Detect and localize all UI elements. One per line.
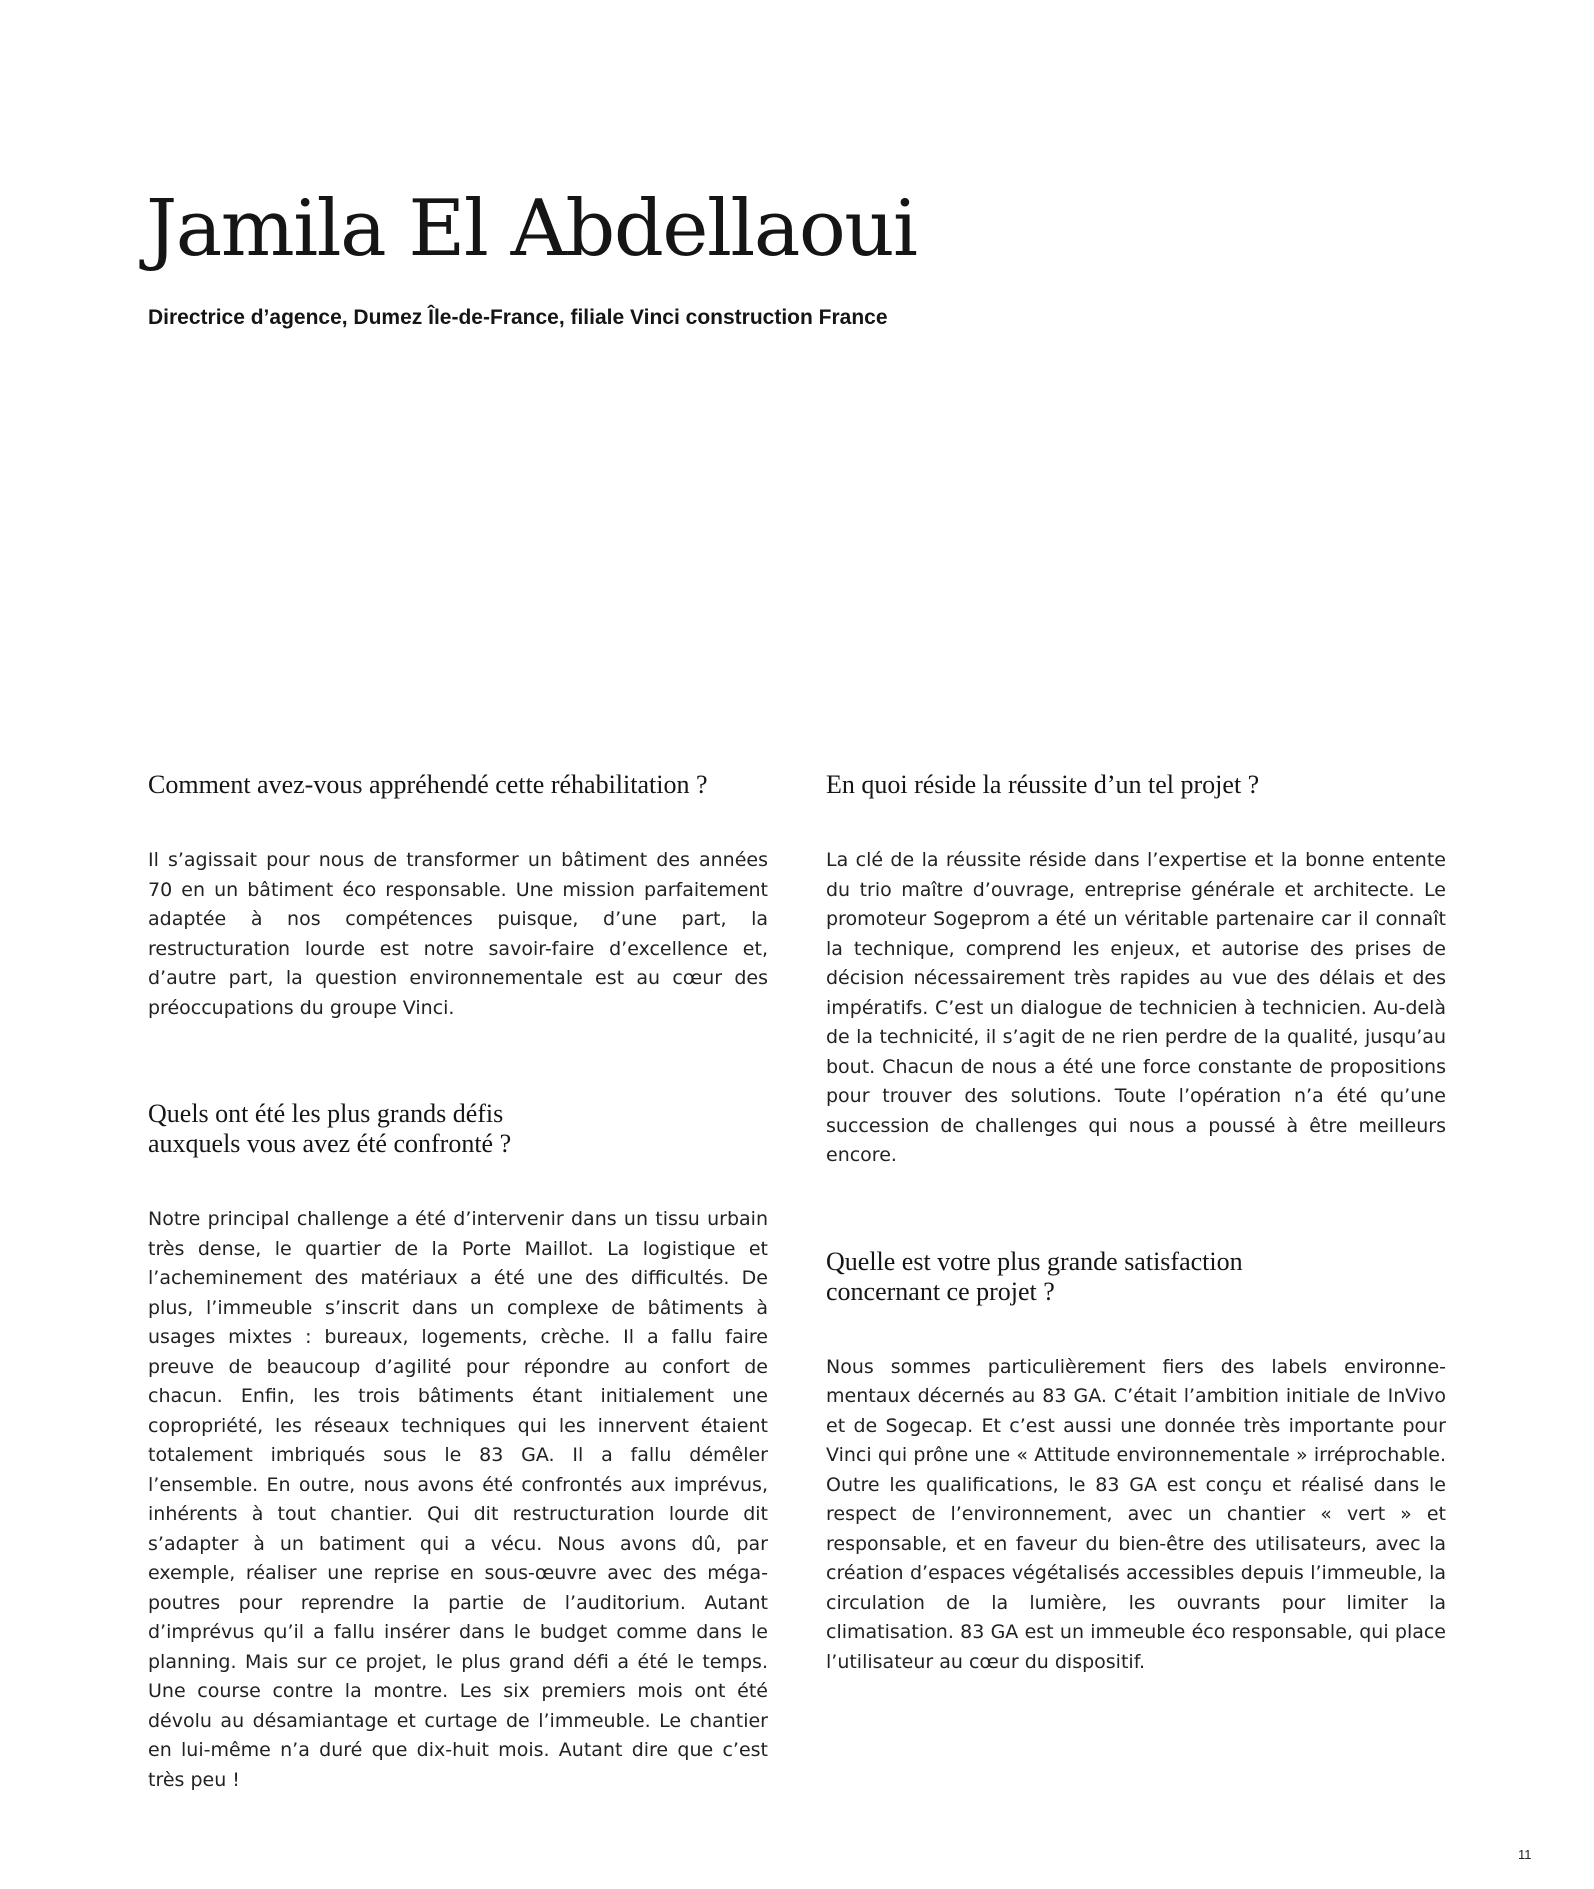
answer-paragraph: Il s’agissait pour nous de transformer un bâtiment des années 70 en un bâtiment éco responsable. Une mission parfaitement adaptée à nos compétences puisque, d’une part, la restructuration lourde est notre savoir-faire d’excellence et, d’autre part, la question environnementale est au cœur des préoccupations du groupe Vinci. bbox=[148, 849, 768, 1019]
question-heading: Quels ont été les plus grands défis auxquels vous avez été confronté ? bbox=[148, 1099, 512, 1158]
answer-paragraph: La clé de la réussite réside dans l’expertise et la bonne entente du trio maître d’ouvrage, entreprise générale et architecte. Le promoteur Sogeprom a été un véritable partenaire car il connaît la technique, comprend les enjeux, et autorise des prises de décision nécessairement très rapides au vue des délais et des impératifs. C’est un dialogue de technicien à technicien. Au-delà de la technicité, il s’agit de ne rien perdre de la qualité, jusqu’au bout. Chacun de nous a été une force constante de propositions pour trouver des solutions. Toute l’opération n’a été qu’une succession de challenges qui nous a poussé à être meilleurs encore. bbox=[826, 849, 1446, 1166]
person-role: Directrice d’agence, Dumez Île-de-France, filiale Vinci construction France bbox=[148, 306, 888, 329]
left-column bbox=[148, 770, 768, 1795]
question-heading: En quoi réside la réussite d’un tel projet ? bbox=[826, 770, 1260, 799]
answer-paragraph: Nous sommes particulièrement fiers des labels environnementaux décernés au 83 GA. C’était l’ambition initiale de InVivo et de Sogecap. Et c’est aussi une donnée très importante pour Vinci qui prône une « Attitude environnementale » irréprochable. Outre les qualifications, le 83 GA est conçu et réalisé dans le respect de l’environnement, avec un chantier « vert » et responsable, et en faveur du bien-être des utilisateurs, avec la création d’espaces végétalisés accessibles depuis l’immeuble, la circulation de la lumière, les ouvrants pour limiter la climatisation. 83 GA est un immeuble éco responsable, qui place l’utilisateur au cœur du dispositif. bbox=[826, 1355, 1446, 1673]
question-heading: Comment avez-vous appréhendé cette réhabilitation ? bbox=[148, 770, 708, 799]
answer-paragraph: Notre principal challenge a été d’intervenir dans un tissu urbain très dense, le quartier de la Porte Maillot. La logistique et l’acheminement des matériaux a été une des difficultés. De plus, l’immeuble s’inscrit dans un complexe de bâtiments à usages mixtes : bureaux, logements, crèche. Il a fallu faire preuve de beaucoup d’agilité pour répondre au confort de chacun. Enfin, les trois bâtiments étant initialement une copropriété, les réseaux techniques qui les innervent étaient totalement imbriqués sous le 83 GA. Il a fallu démêler l’ensemble. En outre, nous avons été confrontés aux imprévus, inhérents à tout chantier. Qui dit restructuration lourde dit s’adapter à un batiment qui a vécu. Nous avons dû, par exemple, réaliser une reprise en sous-œuvre avec des méga-poutres pour reprendre la partie de l’auditorium. Autant d’imprévus qu’il a fallu insérer dans le budget comme dans le planning. Mais sur ce projet, le plus grand défi a été le temps. Une course contre la montre. Les six premiers mois ont été dévolu au désamiantage et curtage de l’immeuble. Le chantier en lui-même n’a duré que dix-huit mois. Autant dire que c’est très peu ! bbox=[148, 1208, 768, 1791]
right-column bbox=[826, 770, 1446, 1677]
question-heading: Quelle est votre plus grande satisfaction concernant ce projet ? bbox=[826, 1246, 1243, 1306]
person-name: Jamila El Abdellaoui bbox=[146, 184, 917, 274]
page-number: 11 bbox=[1518, 1847, 1532, 1862]
